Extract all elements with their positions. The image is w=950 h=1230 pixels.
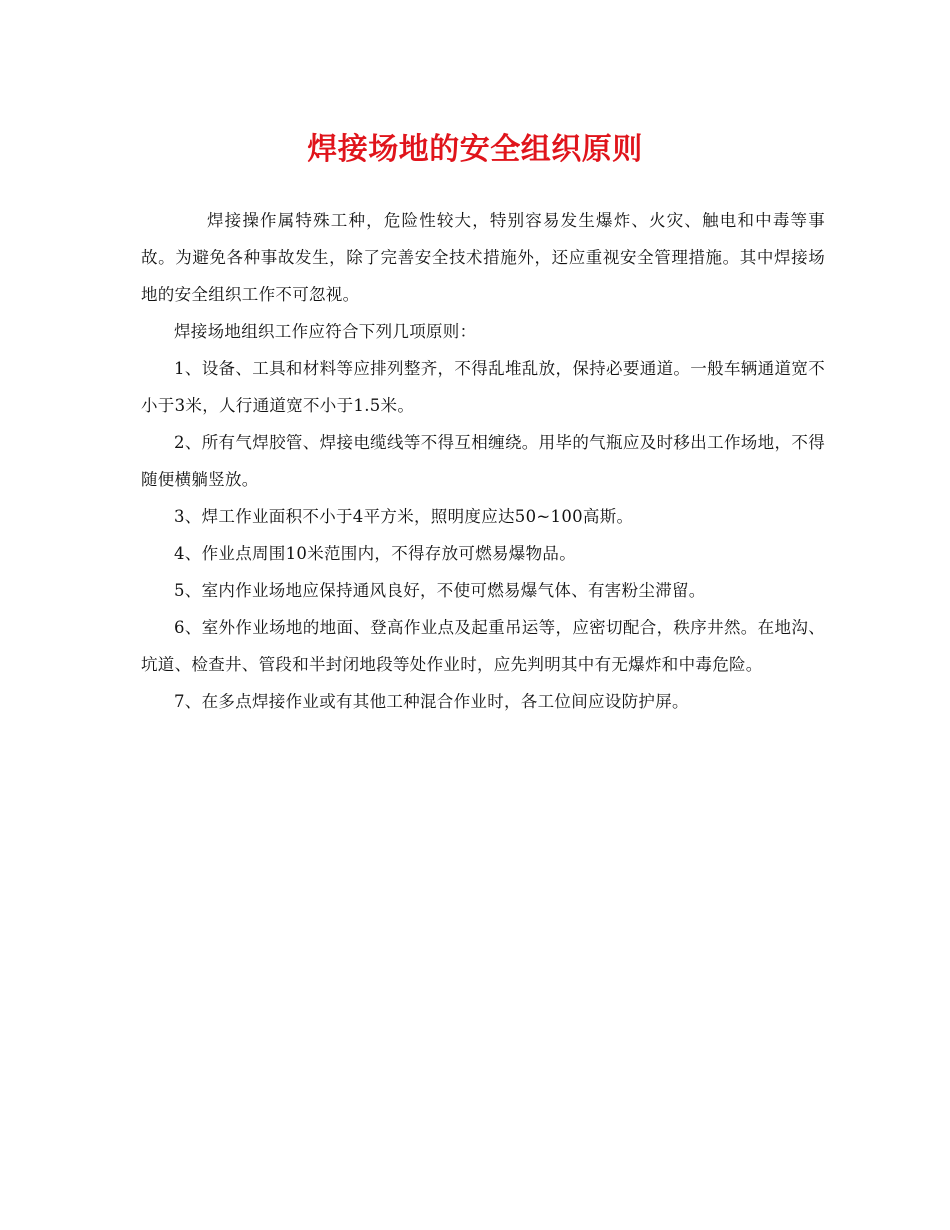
principle-item-1: 1、设备、工具和材料等应排列整齐，不得乱堆乱放，保持必要通道。一般车辆通道宽不小于3米，人行通道宽不小于1.5米。 <box>141 359 825 415</box>
principle-item-3: 3、焊工作业面积不小于4平方米，照明度应达50~100高斯。 <box>174 507 634 526</box>
principle-item-6: 6、室外作业场地的地面、登高作业点及起重吊运等，应密切配合，秩序井然。在地沟、坑道、检查井、管段和半封闭地段等处作业时，应先判明其中有无爆炸和中毒危险。 <box>141 618 825 674</box>
document-body <box>141 202 825 720</box>
document-title: 焊接场地的安全组织原则 <box>307 132 643 167</box>
principle-item-2: 2、所有气焊胶管、焊接电缆线等不得互相缠绕。用毕的气瓶应及时移出工作场地，不得随便横躺竖放。 <box>141 433 825 489</box>
principle-item-4: 4、作业点周围10米范围内，不得存放可燃易爆物品。 <box>174 544 576 563</box>
intro-paragraph: 焊接操作属特殊工种，危险性较大，特别容易发生爆炸、火灾、触电和中毒等事故。为避免各种事故发生，除了完善安全技术措施外，还应重视安全管理措施。其中焊接场地的安全组织工作不可忽视。 <box>141 211 825 304</box>
principle-item-5: 5、室内作业场地应保持通风良好，不使可燃易爆气体、有害粉尘滞留。 <box>174 581 706 600</box>
principles-lead-paragraph: 焊接场地组织工作应符合下列几项原则： <box>174 322 477 341</box>
principle-item-7: 7、在多点焊接作业或有其他工种混合作业时，各工位间应设防护屏。 <box>174 692 689 711</box>
